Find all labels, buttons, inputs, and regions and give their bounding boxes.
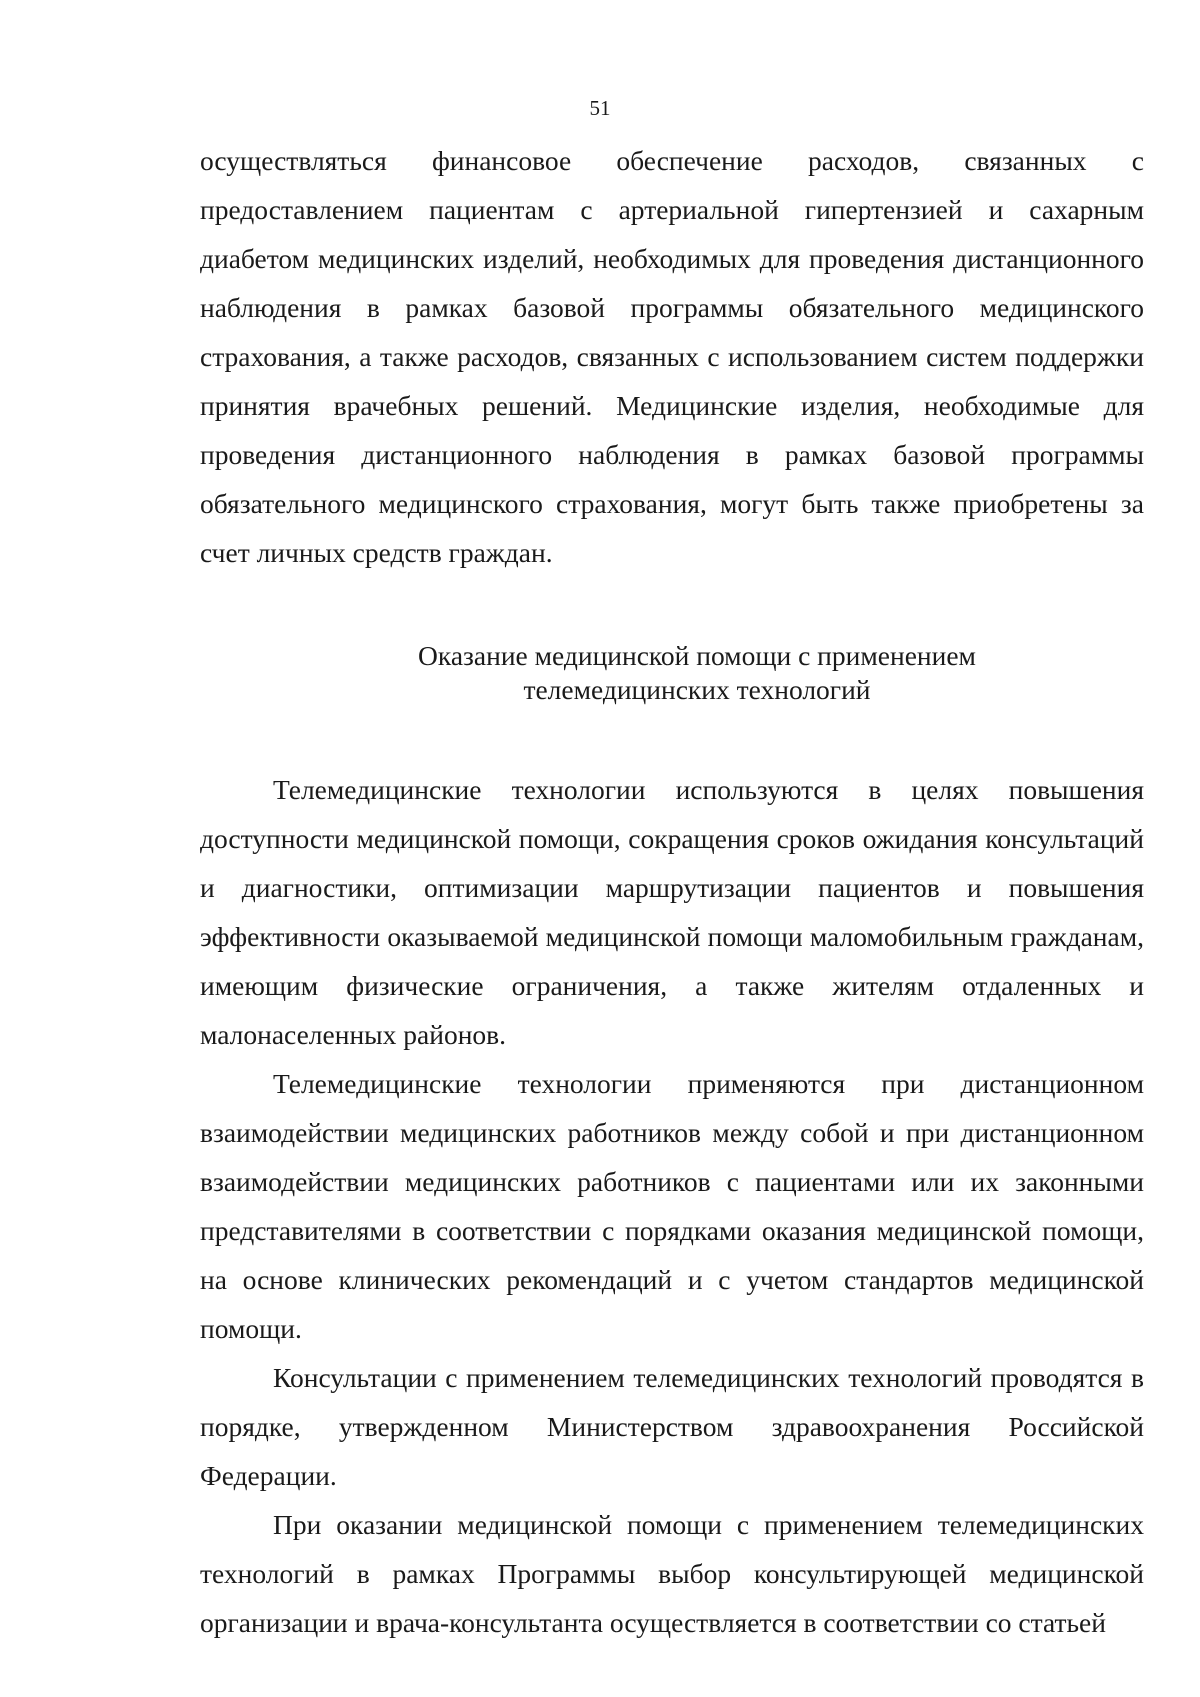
paragraph: Телемедицинские технологии используются в целях повышения доступности медицинской помощи, сокращения сроков ожидания консультаций и диагностики, оптимизации маршрутизации пациентов и повышения эффективности оказываемой медицинской помощи маломобильным гражданам, имеющим физические ограничения, а также жителям отдаленных и малонаселенных районов.	[200, 774, 1144, 1050]
paragraph-continued: осуществляться финансовое обеспечение расходов, связанных с предоставлением пациентам с артериальной гипертензией и сахарным диабетом медицинских изделий, необходимых для проведения дистанционного наблюдения в рамках базовой программы обязательного медицинского страхования, а также расходов, связанных с использованием систем поддержки принятия врачебных решений. Медицинские изделия, необходимые для проведения дистанционного наблюдения в рамках базовой программы обязательного медицинского страхования, могут быть также приобретены за счет личных средств граждан.	[200, 145, 1144, 568]
paragraph: Телемедицинские технологии применяются при дистанционном взаимодействии медицинских работников между собой и при дистанционном взаимодействии медицинских работников с пациентами или их законными представителями в соответствии с порядками оказания медицинской помощи, на основе клинических рекомендаций и с учетом стандартов медицинской помощи.	[200, 1068, 1144, 1344]
section-heading-line-1: Оказание медицинской помощи с применением	[418, 640, 976, 671]
section-heading	[200, 639, 1144, 707]
paragraph: При оказании медицинской помощи с применением телемедицинских технологий в рамках Программы выбор консультирующей медицинской организации и врача-консультанта осуществляется в соответствии со статьей	[200, 1509, 1144, 1638]
document-body	[200, 136, 1144, 1647]
page-number: 51	[589, 96, 611, 120]
paragraph: Консультации с применением телемедицинских технологий проводятся в порядке, утвержденном Министерством здравоохранения Российской Федерации.	[200, 1362, 1144, 1491]
section-heading-line-2: телемедицинских технологий	[523, 674, 871, 705]
